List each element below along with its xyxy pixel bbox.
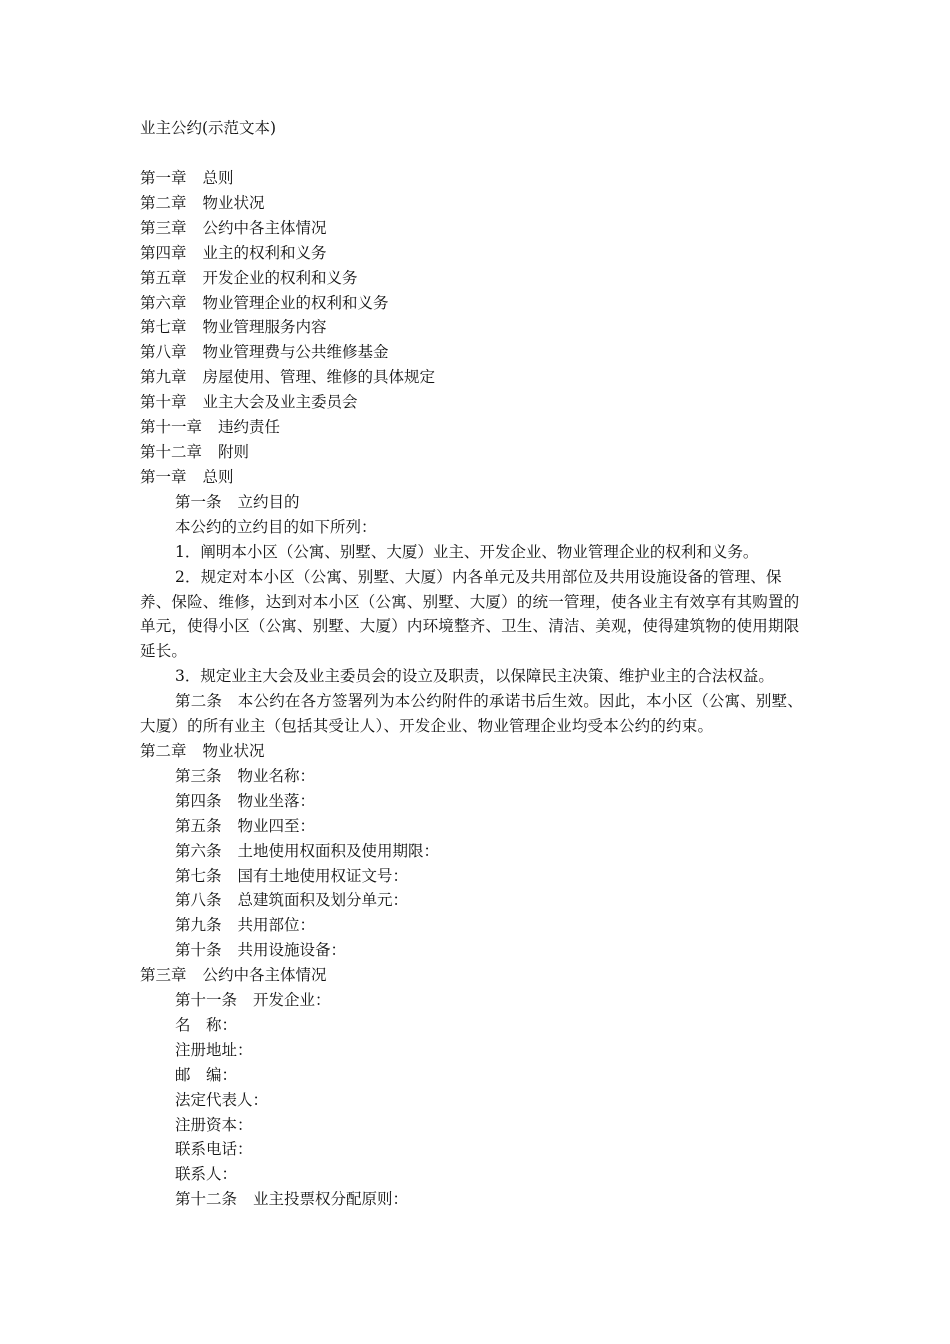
toc-chapter-number: 第四章 <box>140 243 187 262</box>
article-title: 物业名称： <box>237 766 316 785</box>
article-heading <box>140 839 812 864</box>
article-title: 物业坐落： <box>237 791 316 810</box>
toc-chapter-number: 第十章 <box>140 393 187 412</box>
article-number: 第四条 <box>175 791 222 810</box>
article-number: 第五条 <box>175 816 222 835</box>
toc-item <box>140 315 435 340</box>
article-title: 立约目的 <box>237 492 300 511</box>
toc-chapter-number: 第六章 <box>140 293 187 312</box>
toc-chapter-title: 房屋使用、管理、维修的具体规定 <box>202 368 436 387</box>
toc-chapter-title: 附则 <box>218 442 250 461</box>
toc-item <box>140 166 435 191</box>
article-heading <box>140 913 812 938</box>
chapter-number: 第一章 <box>140 468 187 486</box>
article-title: 开发企业： <box>253 991 331 1010</box>
article-title: 业主投票权分配原则： <box>253 1190 409 1209</box>
toc-chapter-number: 第八章 <box>140 343 187 362</box>
chapter-heading <box>140 465 812 490</box>
form-field-label: 名 称： <box>175 1015 238 1034</box>
toc-chapter-title: 公约中各主体情况 <box>202 218 327 237</box>
toc-chapter-title: 开发企业的权利和义务 <box>202 268 358 287</box>
toc-item <box>140 241 435 266</box>
toc-chapter-title: 物业管理服务内容 <box>202 318 327 337</box>
paragraph: 本公约的立约目的如下所列： <box>175 517 377 536</box>
toc-chapter-title: 物业管理企业的权利和义务 <box>202 293 389 312</box>
toc-chapter-number: 第九章 <box>140 368 187 387</box>
toc-item <box>140 365 435 390</box>
toc-chapter-number: 第七章 <box>140 318 187 337</box>
chapter-number: 第二章 <box>140 741 187 760</box>
article-title: 土地使用权面积及使用期限： <box>237 841 440 860</box>
article-heading <box>140 789 812 814</box>
toc-item <box>140 191 435 216</box>
article-title: 共用设施设备： <box>237 941 347 960</box>
form-field-label: 注册地址： <box>175 1040 253 1059</box>
toc-chapter-title: 违约责任 <box>218 418 281 437</box>
article-number: 第一条 <box>175 492 222 511</box>
toc-item <box>140 291 435 316</box>
toc-chapter-number: 第五章 <box>140 268 187 287</box>
toc-chapter-title: 业主大会及业主委员会 <box>202 393 358 412</box>
toc-item <box>140 440 435 465</box>
toc-item <box>140 390 435 415</box>
paragraph: 3．规定业主大会及业主委员会的设立及职责，以保障民主决策、维护业主的合法权益。 <box>175 667 774 686</box>
chapter-title: 公约中各主体情况 <box>202 966 327 985</box>
toc-chapter-title: 业主的权利和义务 <box>202 243 327 262</box>
article-heading <box>140 1187 812 1212</box>
chapter-title: 总则 <box>202 468 234 486</box>
article-title: 总建筑面积及划分单元： <box>237 891 409 910</box>
chapter-title: 物业状况 <box>202 741 265 760</box>
chapter-heading <box>140 963 812 988</box>
toc-item <box>140 340 435 365</box>
chapter-heading <box>140 739 812 764</box>
paragraph: 第二条 本公约在各方签署列为本公约附件的承诺书后生效。因此，本小区（公寓、别墅、大厦）的所有业主（包括其受让人）、开发企业、物业管理企业均受本公约的约束。 <box>140 692 804 736</box>
toc-chapter-number: 第十二章 <box>140 442 203 461</box>
toc-chapter-number: 第十一章 <box>140 418 203 437</box>
article-number: 第十条 <box>175 941 222 960</box>
document-title: 业主公约(示范文本) <box>140 119 277 137</box>
toc-item <box>140 216 435 241</box>
article-number: 第七条 <box>175 866 222 885</box>
toc-chapter-title: 总则 <box>202 169 234 187</box>
chapter-number: 第三章 <box>140 966 187 985</box>
document-body <box>140 465 812 1212</box>
article-number: 第八条 <box>175 891 222 910</box>
article-number: 第三条 <box>175 766 222 785</box>
article-heading <box>140 764 812 789</box>
toc-chapter-number: 第二章 <box>140 193 187 212</box>
toc-item <box>140 415 435 440</box>
article-number: 第九条 <box>175 916 222 935</box>
article-heading <box>140 938 812 963</box>
article-heading <box>140 864 812 889</box>
article-title: 国有土地使用权证文号： <box>237 866 409 885</box>
article-heading <box>140 888 812 913</box>
paragraph: 2．规定对本小区（公寓、别墅、大厦）内各单元及共用部位及共用设施设备的管理、保养、保险、维修，达到对本小区（公寓、别墅、大厦）的统一管理，使各业主有效享有其购置的单元，使得小区（公寓、别墅、大厦）内环境整齐、卫生、清洁、美观，使得建筑物的使用期限延长。 <box>140 567 800 661</box>
article-title: 物业四至： <box>237 816 316 835</box>
article-heading <box>140 988 812 1013</box>
article-title: 共用部位： <box>237 916 316 935</box>
form-field-label: 联系人： <box>175 1165 238 1184</box>
form-field-label: 邮 编： <box>175 1065 238 1084</box>
toc-chapter-number: 第三章 <box>140 218 187 237</box>
toc-chapter-title: 物业状况 <box>202 193 265 212</box>
form-field-label: 法定代表人： <box>175 1090 269 1109</box>
form-field-label: 联系电话： <box>175 1140 253 1159</box>
article-heading <box>140 814 812 839</box>
article-number: 第六条 <box>175 841 222 860</box>
article-number: 第十一条 <box>175 991 238 1010</box>
article-heading <box>140 490 812 515</box>
toc-item <box>140 266 435 291</box>
paragraph: 1．阐明本小区（公寓、别墅、大厦）业主、开发企业、物业管理企业的权利和义务。 <box>175 542 759 561</box>
toc-chapter-number: 第一章 <box>140 169 187 187</box>
article-number: 第十二条 <box>175 1190 238 1209</box>
table-of-contents <box>140 166 435 465</box>
form-field-label: 注册资本： <box>175 1115 253 1134</box>
toc-chapter-title: 物业管理费与公共维修基金 <box>202 343 389 362</box>
